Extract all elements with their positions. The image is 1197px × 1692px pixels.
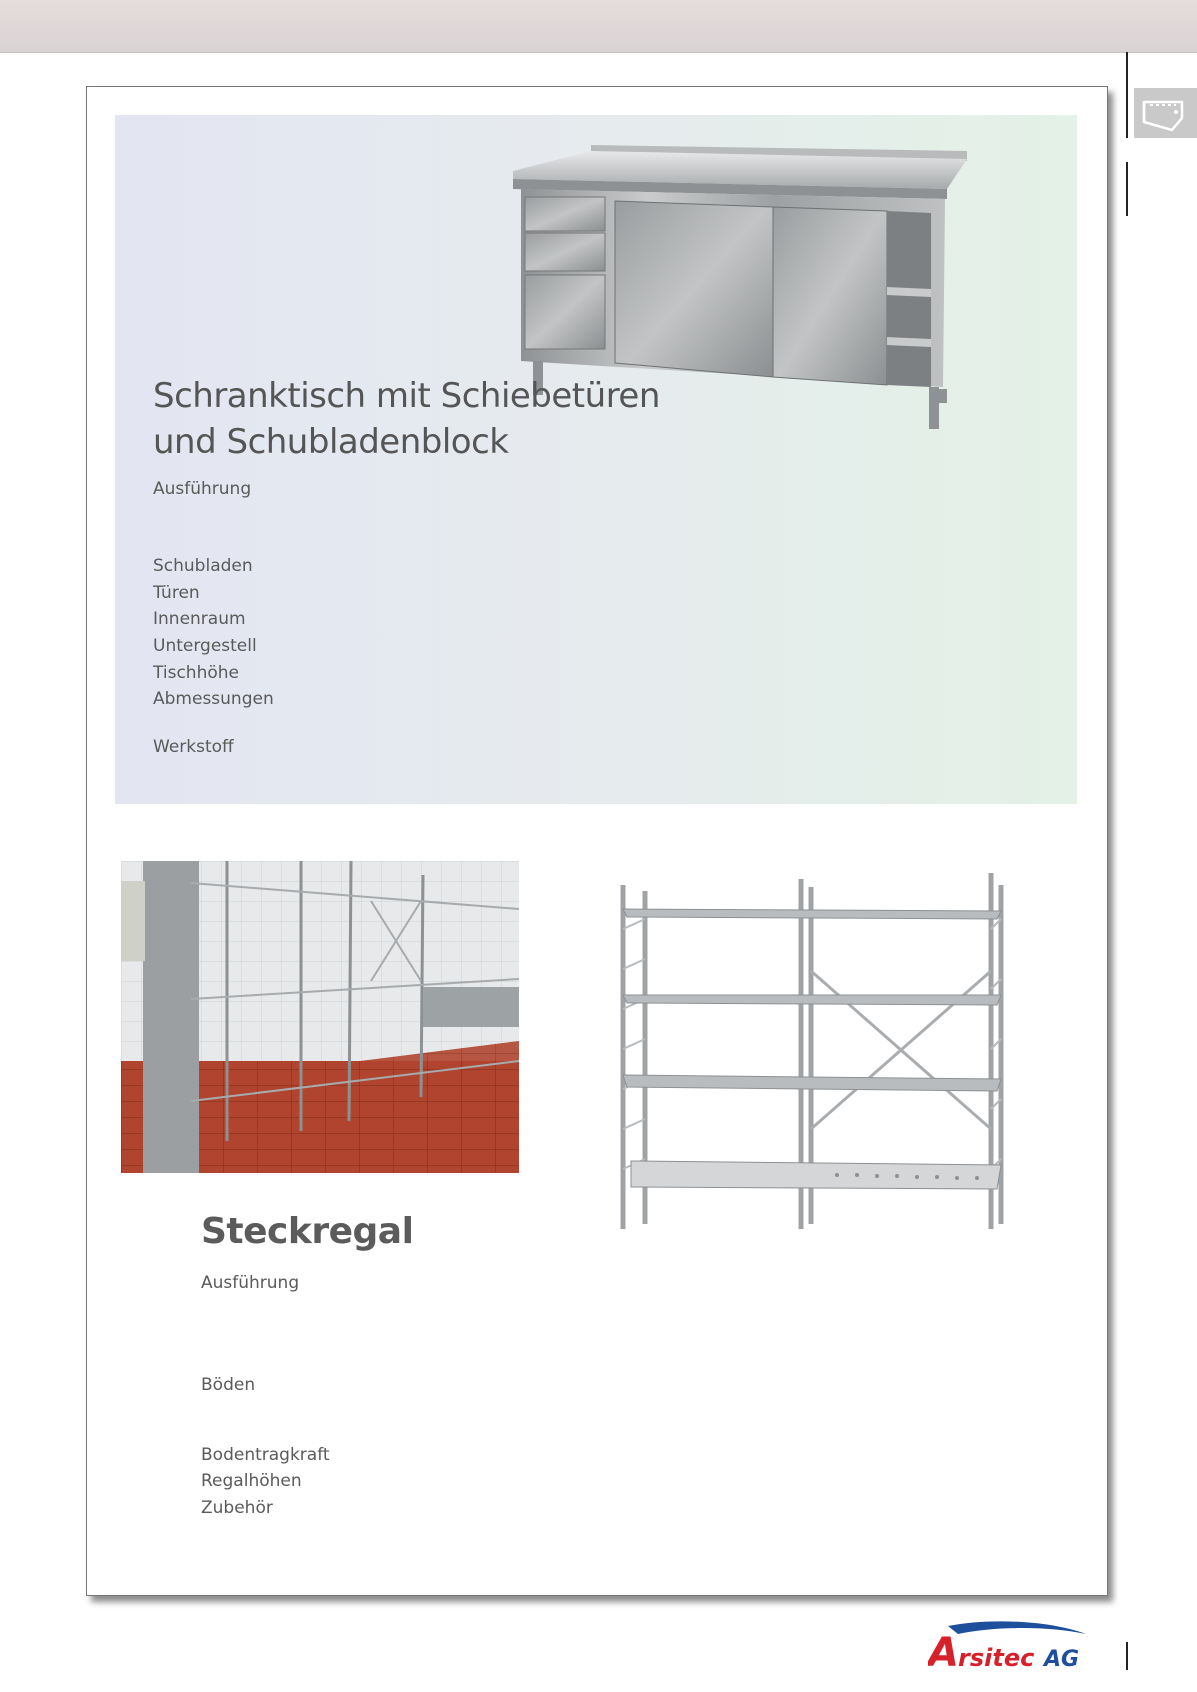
label-untergestell: Untergestell xyxy=(153,636,257,656)
chapter-tab[interactable] xyxy=(1134,88,1197,138)
side-rule-middle xyxy=(1126,162,1128,216)
cabinet-title-line1: Schranktisch mit Schiebetüren xyxy=(153,376,660,416)
label-schubladen: Schubladen xyxy=(153,556,253,576)
svg-text:A: A xyxy=(928,1630,959,1672)
arsitec-logo xyxy=(928,1620,1088,1672)
label-zubehoer: Zubehör xyxy=(201,1498,273,1518)
label-ausfuehrung: Ausführung xyxy=(153,479,252,499)
cabinet-section xyxy=(115,115,1077,804)
label-werkstoff: Werkstoff xyxy=(153,737,234,757)
side-rule-top xyxy=(1126,52,1128,138)
svg-text:rsitec: rsitec xyxy=(958,1644,1035,1672)
tab-symbol-icon xyxy=(1134,88,1197,138)
label-abmessungen: Abmessungen xyxy=(153,689,274,709)
cabinet-title-line2: und Schubladenblock xyxy=(153,422,509,462)
top-bar xyxy=(0,0,1197,53)
label-bodentragkraft: Bodentragkraft xyxy=(201,1445,330,1465)
shelving-rack-image xyxy=(617,869,1029,1239)
label-boeden: Böden xyxy=(201,1375,256,1395)
label-innenraum: Innenraum xyxy=(153,609,246,629)
svg-text:AG: AG xyxy=(1044,1647,1080,1672)
shelving-title: Steckregal xyxy=(201,1211,414,1252)
page-rule-bottom xyxy=(1126,1642,1128,1670)
label-regalhoehen: Regalhöhen xyxy=(201,1471,302,1491)
label-tueren: Türen xyxy=(153,583,200,603)
label-tischhoehe: Tischhöhe xyxy=(153,663,239,683)
label-ausfuehrung-2: Ausführung xyxy=(201,1273,300,1293)
content-page xyxy=(86,86,1108,1596)
shelving-photo xyxy=(121,861,519,1173)
